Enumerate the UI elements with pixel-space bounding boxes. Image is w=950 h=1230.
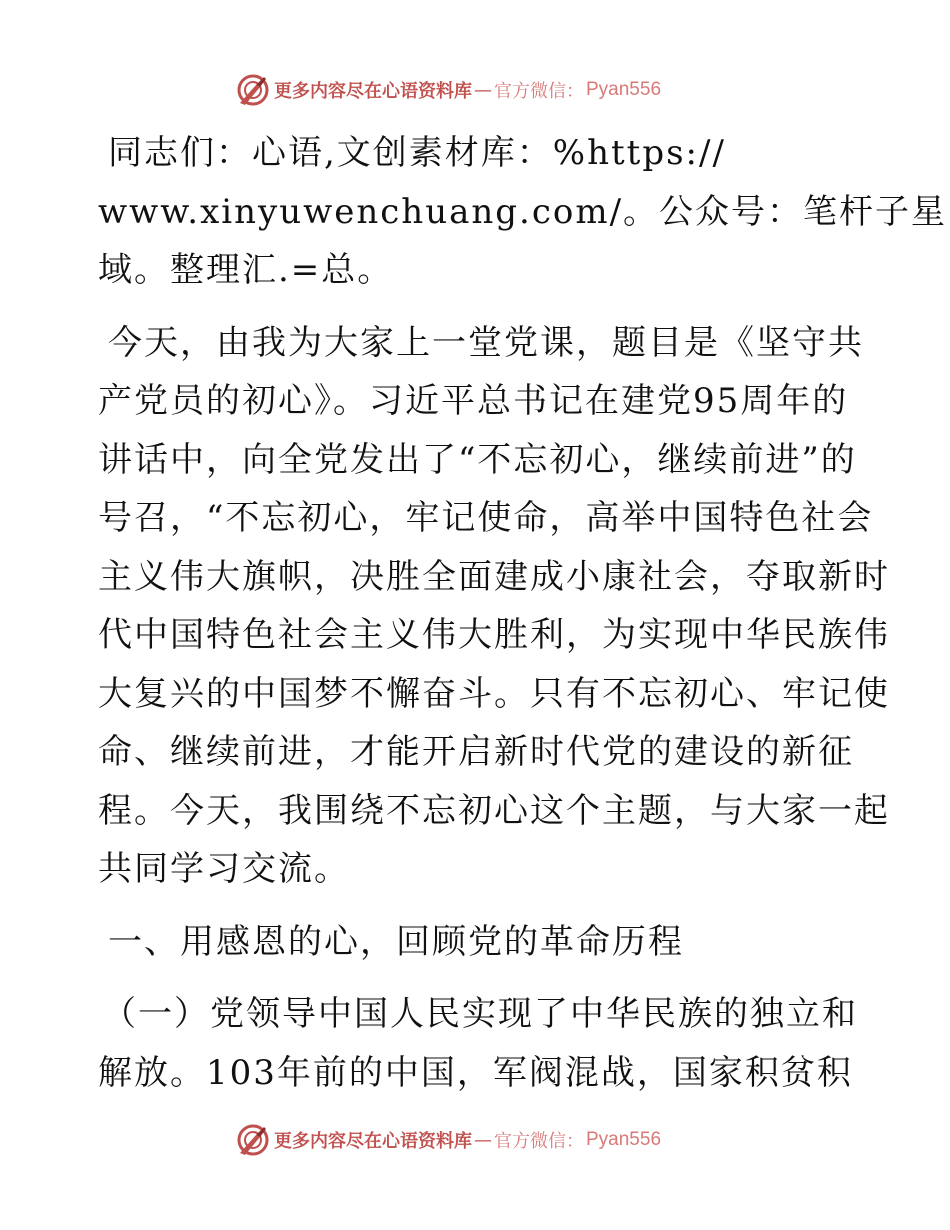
banner-wechat-label: 官方微信：: [494, 81, 584, 102]
text-line: 域。整理汇.=总。: [98, 250, 394, 290]
header-watermark: [236, 72, 716, 108]
paragraph-intro: [98, 124, 948, 300]
section-title: 一、用感恩的心，回顾党的革命历程: [108, 921, 684, 962]
text-line: 大复兴的中国梦不懈奋斗。只有不忘初心、牢记使: [98, 673, 890, 714]
paragraph-opening: [98, 314, 890, 899]
text-line: www.xinyuwenchuang.com/。公众号：笔杆子星: [98, 191, 948, 232]
document-body: [98, 124, 948, 1102]
text-line: 程。今天，我围绕不忘初心这个主题，与大家一起: [98, 790, 890, 831]
text-line: 产党员的初心》。习近平总书记在建党95周年的: [98, 381, 849, 421]
text-line: 解放。103年前的中国，军阀混战，国家积贫积: [98, 1052, 853, 1093]
text-line: （一）党领导中国人民实现了中华民族的独立和: [102, 994, 858, 1034]
banner-brand-text: 更多内容尽在心语资料库: [274, 1131, 472, 1152]
banner-wechat-id: Pyan556: [586, 1129, 662, 1150]
footer-watermark: [236, 1122, 716, 1158]
banner-separator: —: [474, 1129, 492, 1151]
text-line: 主义伟大旗帜，决胜全面建成小康社会，夺取新时: [98, 556, 890, 597]
paragraph-subsection: [98, 985, 858, 1102]
text-line: 共同学习交流。: [98, 849, 350, 889]
text-line: 今天，由我为大家上一堂党课，题目是《坚守共: [108, 322, 864, 363]
text-line: 讲话中，向全党发出了“不忘初心，继续前进”的: [98, 439, 857, 480]
banner-wechat-label: 官方微信：: [494, 1131, 584, 1152]
text-line: 同志们：心语,文创素材库：%https://: [108, 133, 726, 173]
pen-logo-icon: [236, 1123, 270, 1157]
banner-brand-text: 更多内容尽在心语资料库: [274, 81, 472, 102]
text-line: 号召，“不忘初心，牢记使命，高举中国特色社会: [98, 498, 874, 538]
section-heading: [98, 913, 858, 972]
banner-separator: —: [474, 79, 492, 101]
text-line: 代中国特色社会主义伟大胜利，为实现中华民族伟: [98, 615, 890, 655]
text-line: 命、继续前进，才能开启新时代党的建设的新征: [98, 732, 854, 772]
banner-wechat-id: Pyan556: [586, 79, 662, 100]
pen-logo-icon: [236, 73, 270, 107]
